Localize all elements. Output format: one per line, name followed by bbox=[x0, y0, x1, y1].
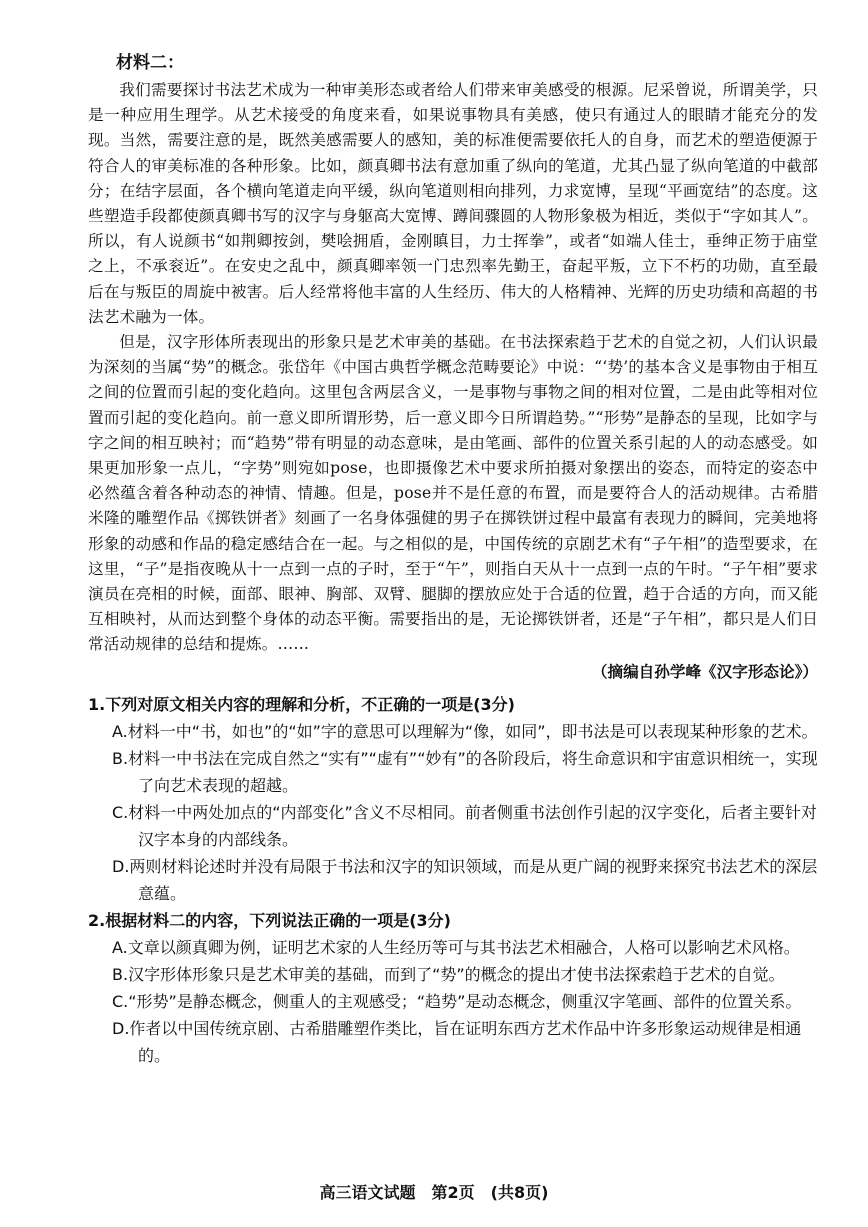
material-2-title: 材料二： bbox=[116, 53, 184, 73]
question-2-stem: 2.根据材料二的内容，下列说法正确的一项是(3分) bbox=[88, 910, 451, 930]
material-2-paragraph-1: 我们需要探讨书法艺术成为一种审美形态或者给人们带来审美感受的根源。尼采曾说，所谓美学，只是一种应用生理学。从艺术接受的角度来看，如果说事物具有美感，使只有通过人的眼睛才能充分的发现。当然，需要注意的是，既然美感需要人的感知，美的标准便需要依托人的自身，而艺术的塑造便源于符合人的审美标准的各种形象。比如，颜真卿书法有意加重了纵向的笔道，尤其凸显了纵向笔道的中截部分；在结字层面，各个横向笔道走向平缓，纵向笔道则相向排列，力求宽博，呈现“平画宽结”的态度。这些塑造手段都使颜真卿书写的汉字与身躯高大宽博、蹲间骤圆的人物形象极为相近，类似于“字如其人”。所以，有人说颜书“如荆卿按剑，樊哙拥盾，金刚瞋目，力士挥拳”，或者“如端人佳士，垂绅正笏于庙堂之上，不承衮近”。在安史之乱中，颜真卿率领一门忠烈率先勤王，奋起平叛，立下不朽的功勋，直至最后在与叛臣的周旋中被害。后人经常将他丰富的人生经历、伟大的人格精神、光辉的历史功绩和高超的书法艺术融为一体。 bbox=[88, 81, 818, 326]
material-2-section bbox=[88, 50, 818, 685]
question-2-option-b: B.汉字形体形象只是艺术审美的基础，而到了“势”的概念的提出才使书法探索趋于艺术的自觉。 bbox=[112, 964, 785, 984]
page-footer: 高三语文试题 第2页 (共8页) bbox=[319, 1183, 549, 1202]
question-2 bbox=[88, 907, 818, 1069]
question-1-stem: 1.下列对原文相关内容的理解和分析，不正确的一项是(3分) bbox=[88, 694, 515, 714]
question-1-option-a: A.材料一中“书，如也”的“如”字的意思可以理解为“像，如同”，即书法是可以表现某种形象的艺术。 bbox=[112, 721, 818, 741]
material-2-paragraph-2: 但是，汉字形体所表现出的形象只是艺术审美的基础。在书法探索趋于艺术的自觉之初，人们认识最为深刻的当属“势”的概念。张岱年《中国古典哲学概念范畴要论》中说：“‘势’的基本含义是事物由于相互之间的位置而引起的变化趋向。这里包含两层含义，一是事物与事物之间的相对位置，二是由此等相对位置而引起的变化趋向。前一意义即所谓形势，后一意义即今日所谓趋势。”“形势”是静态的呈现，比如字与字之间的相互映衬；而“趋势”带有明显的动态意味，是由笔画、部件的位置关系引起的人的动态感受。如果更加形象一点儿，“字势”则宛如pose，也即摄像艺术中要求所拍摄对象摆出的姿态，而特定的姿态中必然蕴含着各种动态的神情、情趣。但是，pose并不是任意的布置，而是要符合人的活动规律。古希腊米隆的雕塑作品《掷铁饼者》刻画了一名身体强健的男子在掷铁饼过程中最富有表现力的瞬间，完美地将形象的动感和作品的稳定感结合在一起。与之相似的是，中国传统的京剧艺术有“子午相”的造型要求，在这里，“子”是指夜晚从十一点到一点的子时，至于“午”，则指白天从十一点到一点的午时。“子午相”要求演员在亮相的时候，面部、眼神、胸部、双臂、腿脚的摆放应处于合适的位置，趋于合适的方向，而又能互相映衬，从而达到整个身体的动态平衡。需要指出的是，无论掷铁饼者，还是“子午相”，都只是人们日常活动规律的总结和提炼。…… bbox=[88, 333, 818, 654]
question-1-option-c: C.材料一中两处加点的“内部变化”含义不尽相同。前者侧重书法创作引起的汉字变化，后者主要针对汉字本身的内部线条。 bbox=[112, 802, 817, 849]
source-citation: （摘编自孙学峰《汉字形态论》） bbox=[591, 662, 818, 681]
question-1-option-d: D.两则材料论述时并没有局限于书法和汉字的知识领域，而是从更广阔的视野来探究书法艺术的深层意蕴。 bbox=[112, 856, 818, 903]
question-2-option-c: C.“形势”是静态概念，侧重人的主观感受；“趋势”是动态概念，侧重汉字笔画、部件的位置关系。 bbox=[112, 991, 802, 1011]
question-1-option-b: B.材料一中书法在完成自然之“实有”“虚有”“妙有”的各阶段后，将生命意识和宇宙意识相统一，实现了向艺术表现的超越。 bbox=[112, 748, 818, 795]
questions-section bbox=[88, 691, 818, 1069]
question-2-option-a: A.文章以颜真卿为例，证明艺术家的人生经历等可与其书法艺术相融合，人格可以影响艺术风格。 bbox=[112, 937, 800, 957]
question-1 bbox=[88, 691, 818, 907]
question-2-option-d: D.作者以中国传统京剧、古希腊雕塑作类比，旨在证明东西方艺术作品中许多形象运动规律是相通的。 bbox=[112, 1018, 802, 1065]
